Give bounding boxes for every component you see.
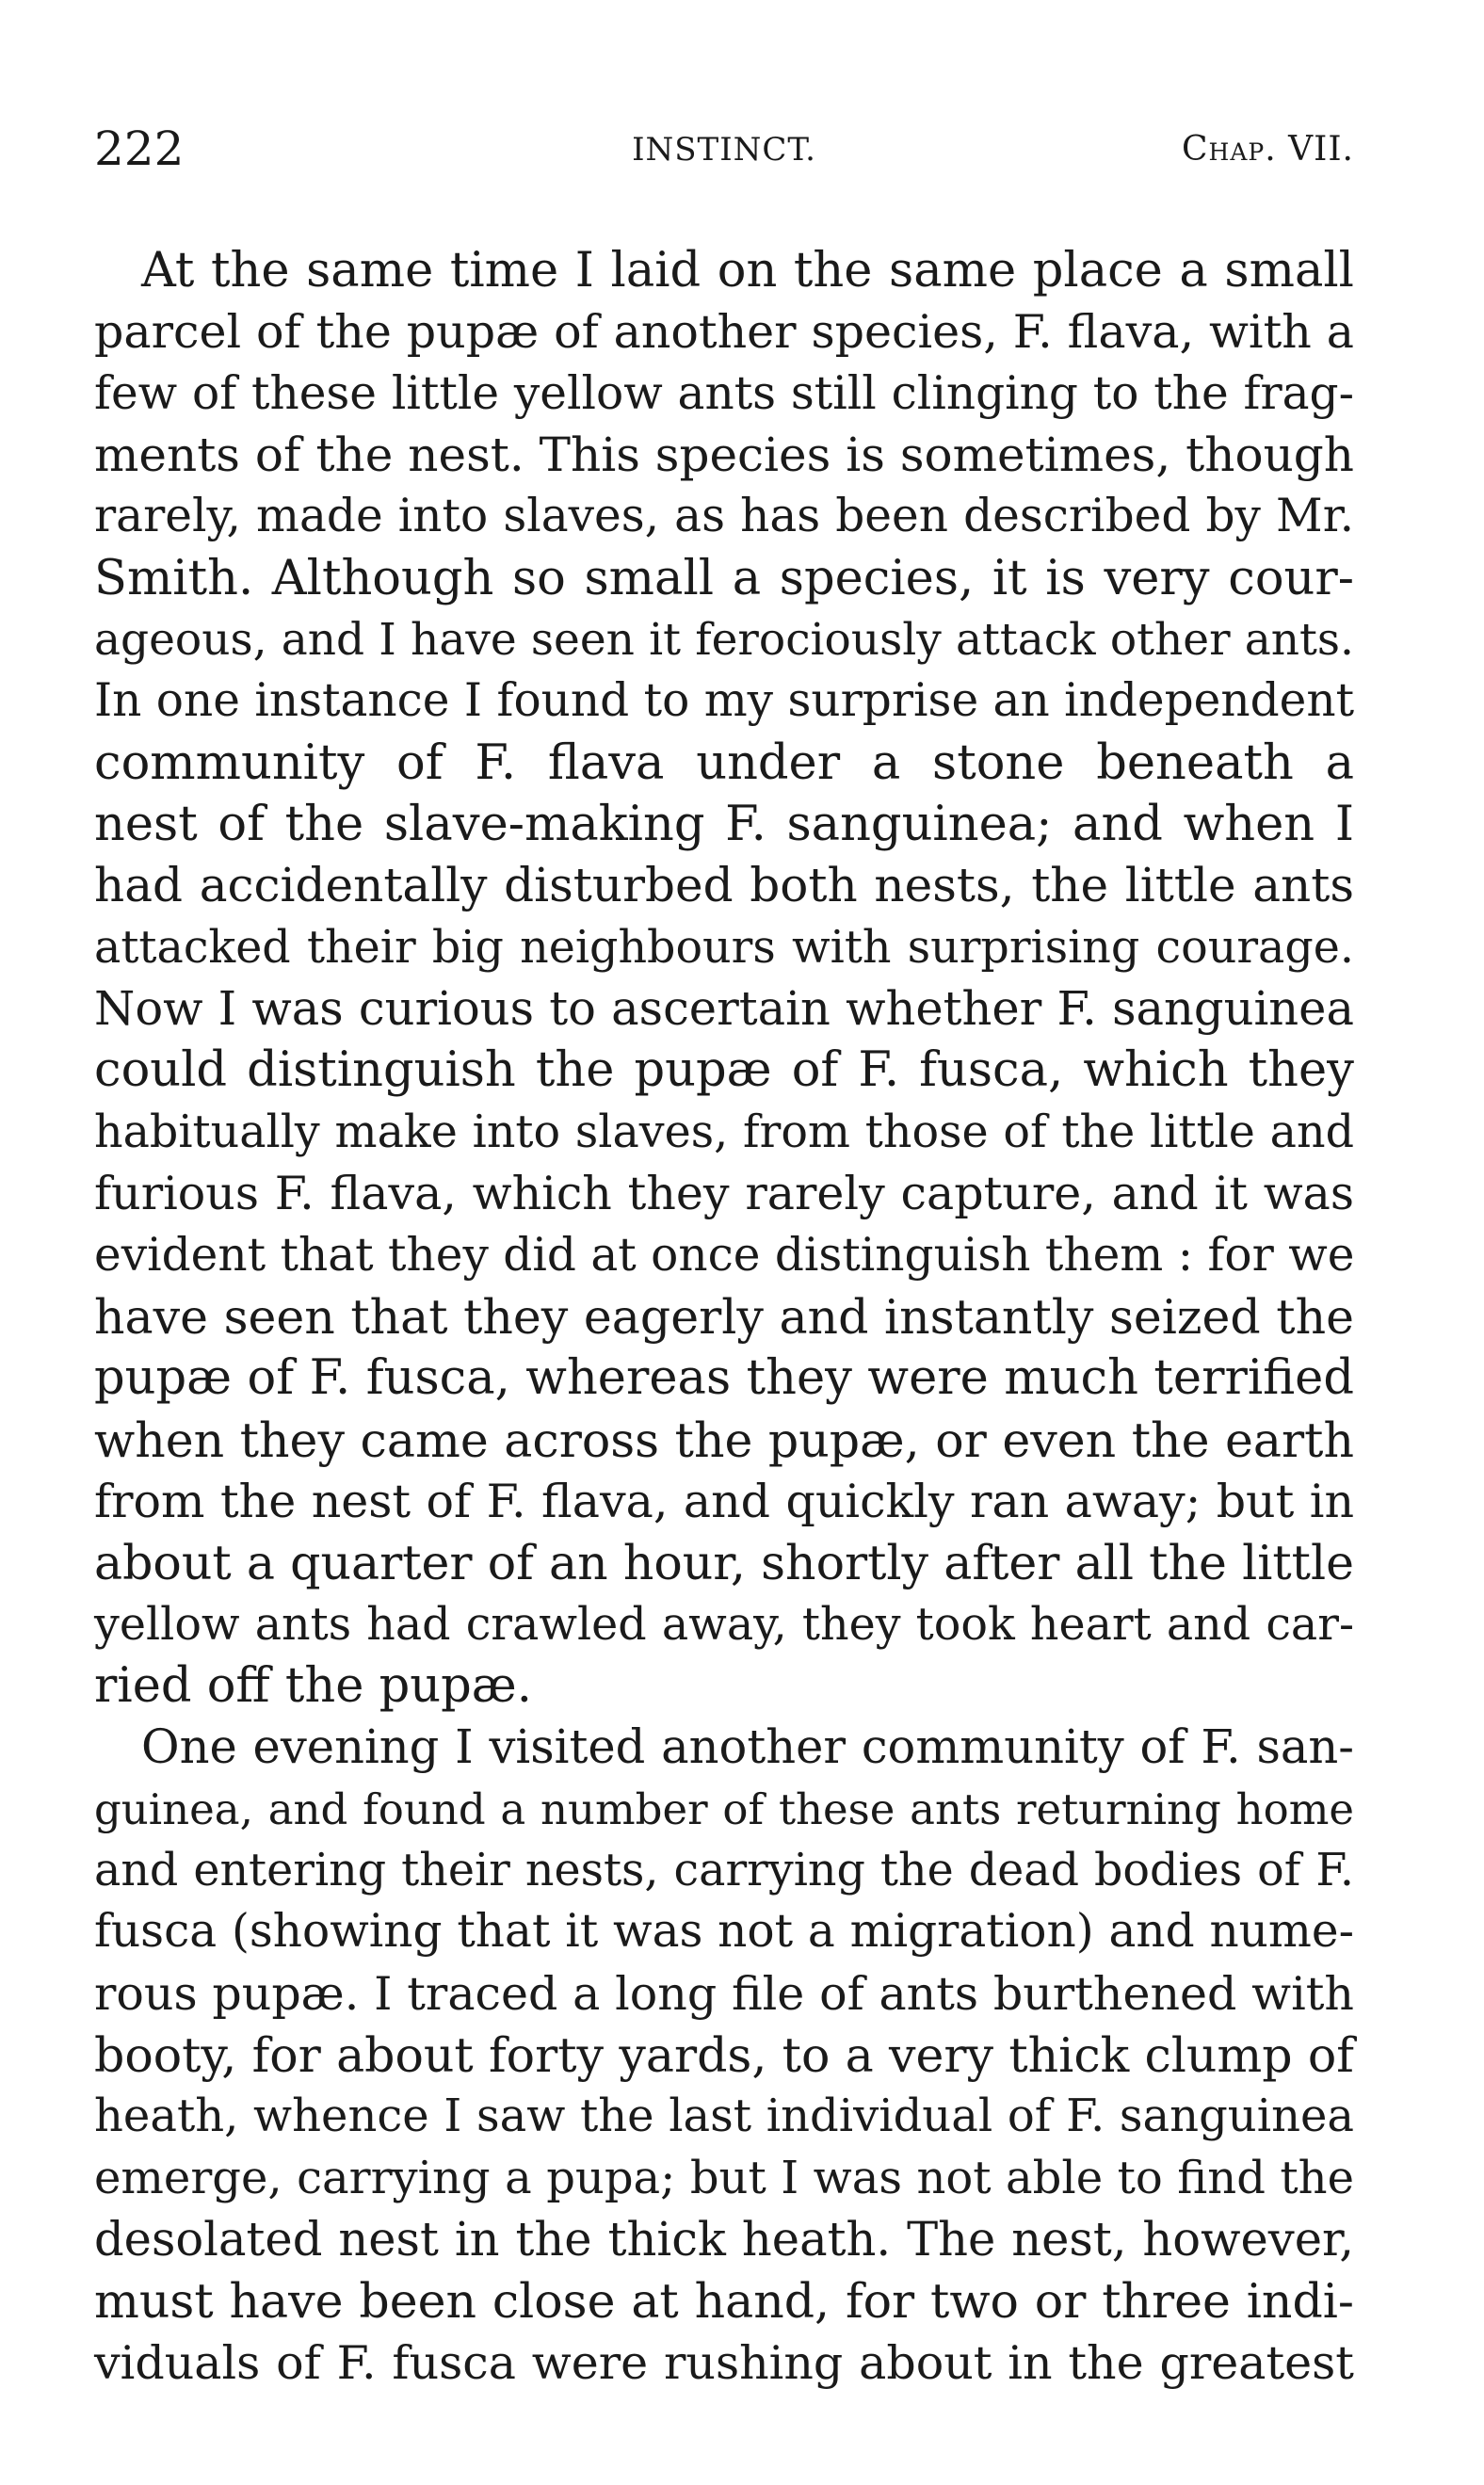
text-line: Smith. Although so small a species, it is very cour- bbox=[94, 550, 1354, 606]
page-number: 222 bbox=[94, 121, 185, 176]
paragraph-2 bbox=[94, 1717, 1354, 2394]
text-line: In one instance I found to my surprise an independent bbox=[94, 674, 1355, 728]
text-line: furious F. flava, which they rarely capture, and it was bbox=[94, 1167, 1354, 1221]
text-line: heath, whence I saw the last individual of F. sanguinea bbox=[94, 2090, 1354, 2143]
text-line: from the nest of F. flava, and quickly ran away; but in bbox=[94, 1474, 1354, 1528]
text-line: At the same time I laid on the same place a small bbox=[141, 243, 1354, 299]
section-title: INSTINCT. bbox=[632, 131, 816, 169]
text-line: yellow ants had crawled away, they took heart and car- bbox=[94, 1598, 1354, 1651]
text-line: desolated nest in the thick heath. The nest, however, bbox=[94, 2212, 1354, 2267]
text-line: few of these little yellow ants still clinging to the frag- bbox=[94, 366, 1354, 420]
text-line: evident that they did at once distinguish them : for we bbox=[94, 1228, 1355, 1282]
text-line: Now I was curious to ascertain whether F. sanguinea bbox=[94, 981, 1354, 1037]
text-line: emerge, carrying a pupa; but I was not able to find the bbox=[94, 2151, 1354, 2204]
text-line: booty, for about forty yards, to a very thick clump of bbox=[94, 2026, 1354, 2083]
text-line: had accidentally disturbed both nests, the little ants bbox=[94, 858, 1354, 913]
running-head bbox=[94, 121, 1354, 177]
text-line: fusca (showing that it was not a migration) and nume- bbox=[94, 1905, 1354, 1959]
text-line: rous pupæ. I traced a long file of ants burthened with bbox=[94, 1966, 1354, 2021]
body-text bbox=[94, 240, 1354, 2394]
paragraph-1 bbox=[94, 240, 1354, 1717]
text-line: ments of the nest. This species is sometimes, though bbox=[94, 428, 1354, 483]
text-line: ried off the pupæ. bbox=[94, 1657, 532, 1714]
text-line: and entering their nests, carrying the dead bodies of F. bbox=[94, 1844, 1354, 1896]
text-line: nest of the slave-making F. sanguinea; and when I bbox=[94, 797, 1354, 853]
text-line: habitually make into slaves, from those of the little and bbox=[94, 1105, 1354, 1158]
chapter-reference: Chap. VII. bbox=[1182, 130, 1354, 169]
text-line: ageous, and I have seen it ferociously attack other ants. bbox=[94, 614, 1354, 667]
text-line: about a quarter of an hour, shortly after all the little bbox=[94, 1535, 1354, 1591]
text-line: have seen that they eagerly and instantly seized the bbox=[94, 1288, 1354, 1345]
text-line: rarely, made into slaves, as has been described by Mr. bbox=[94, 490, 1354, 543]
text-line: parcel of the pupæ of another species, F. flava, with a bbox=[94, 305, 1354, 360]
text-line: pupæ of F. fusca, whereas they were much terrified bbox=[94, 1350, 1354, 1407]
text-line: One evening I visited another community of F. san- bbox=[141, 1719, 1354, 1775]
text-line: community of F. flava under a stone beneath a bbox=[94, 734, 1354, 791]
text-line: guinea, and found a number of these ants returning home bbox=[94, 1783, 1354, 1834]
text-line: could distinguish the pupæ of F. fusca, which they bbox=[94, 1042, 1354, 1099]
text-line: attacked their big neighbours with surprising courage. bbox=[94, 921, 1354, 974]
text-line: must have been close at hand, for two or three indi- bbox=[94, 2273, 1354, 2330]
text-line: when they came across the pupæ, or even the earth bbox=[94, 1412, 1354, 1468]
text-line: viduals of F. fusca were rushing about in the greatest bbox=[94, 2335, 1354, 2390]
